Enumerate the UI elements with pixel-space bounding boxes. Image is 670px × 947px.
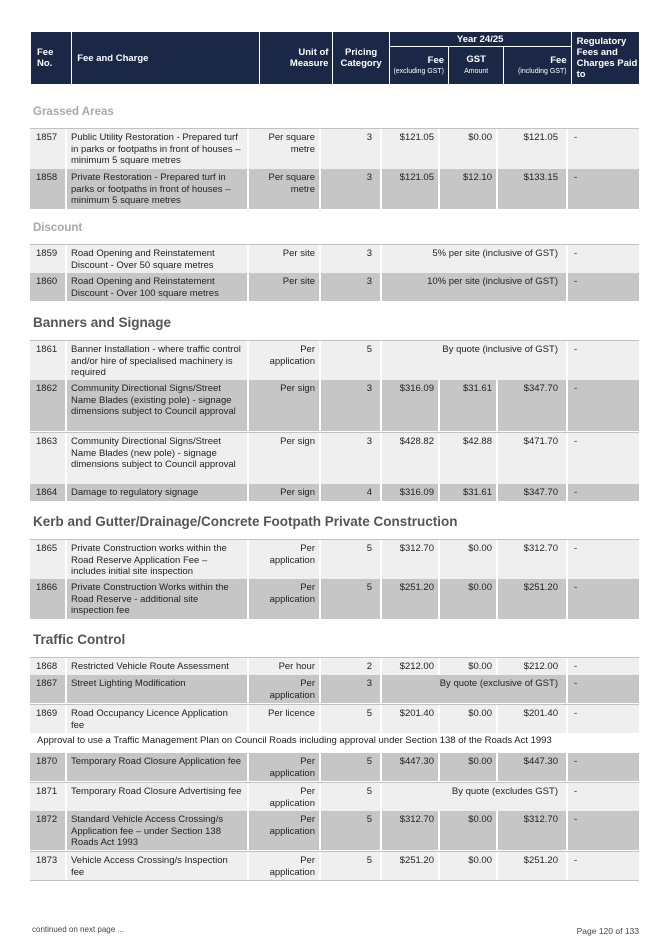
pricing-category: 3 [321,433,382,484]
fee-merged: By quote (exclusive of GST) [382,675,568,703]
table-row [30,851,639,881]
pricing-category: 5 [321,753,382,781]
table-row [30,380,639,431]
fee-excl: $316.09 [382,380,440,431]
fee-description: Road Occupancy Licence Application fee [67,705,249,733]
fee-label: Fee [427,54,445,66]
regulatory: - [568,705,639,733]
col-regulatory: Regulatory Fees and Charges Paid to [571,32,639,85]
col-unit: Unit of Measure [260,32,333,85]
col-fee-excl [389,47,448,85]
unit-of-measure: Per application [249,341,321,380]
fee-excl: $251.20 [382,852,440,880]
gst-sub: Amount [464,67,489,75]
fee-description: Private Restoration - Prepared turf in parks or footpaths in front of houses – minimum 5 square metres [67,169,249,209]
col-fee-and-charge: Fee and Charge [72,32,260,85]
section-discount: Discount [33,222,83,234]
table-row [30,579,639,619]
gst-amount: $0.00 [440,540,498,579]
regulatory: - [568,129,639,169]
table-row [30,753,639,781]
unit-of-measure: Per sign [249,433,321,484]
fee-no: 1871 [30,783,67,811]
gst-label: GST [466,53,486,65]
gst-amount: $0.00 [440,579,498,619]
fee-excl: $212.00 [382,658,440,675]
fee-no: 1873 [30,852,67,880]
regulatory: - [568,484,639,501]
table-row [30,244,639,273]
pricing-category: 4 [321,484,382,501]
col-fee-incl [504,47,571,85]
regulatory: - [568,273,639,301]
gst-amount: $0.00 [440,753,498,781]
fee-incl: $312.70 [498,811,568,850]
fee-description: Public Utility Restoration - Prepared turf in parks or footpaths in front of houses – minimum 5 square metres [67,129,249,169]
fee-incl: $447.30 [498,753,568,781]
fee-no: 1864 [30,484,67,501]
unit-of-measure: Per sign [249,380,321,431]
fee-incl: $347.70 [498,380,568,431]
regulatory: - [568,380,639,431]
fee-no: 1858 [30,169,67,209]
fee-description: Banner Installation - where traffic control and/or hire of specialised machinery is required [67,341,249,380]
regulatory: - [568,811,639,850]
fee-no: 1869 [30,705,67,733]
fee-excl: $312.70 [382,540,440,579]
regulatory: - [568,169,639,209]
fee-incl-label: Fee [550,54,567,66]
fee-excl: $428.82 [382,433,440,484]
gst-amount: $0.00 [440,129,498,169]
fee-excl-sub: (excluding GST) [393,67,445,75]
fee-no: 1870 [30,753,67,781]
fee-description: Vehicle Access Crossing/s Inspection fee [67,852,249,880]
regulatory: - [568,852,639,880]
col-year: Year 24/25 [389,32,571,47]
regulatory: - [568,245,639,273]
pricing-category: 3 [321,675,382,703]
fee-excl: $312.70 [382,811,440,850]
fee-no: 1857 [30,129,67,169]
table-row [30,484,639,501]
fee-no: 1865 [30,540,67,579]
fee-excl: $201.40 [382,705,440,733]
fee-no: 1861 [30,341,67,380]
pricing-category: 3 [321,380,382,431]
fee-excl: $251.20 [382,579,440,619]
fee-merged: 10% per site (inclusive of GST) [382,273,568,301]
table-row [30,128,639,169]
fee-description: Standard Vehicle Access Crossing/s Application fee – under Section 138 Roads Act 1993 [67,811,249,850]
regulatory: - [568,433,639,484]
unit-of-measure: Per application [249,852,321,880]
fee-description: Damage to regulatory signage [67,484,249,501]
fee-excl: $121.05 [382,129,440,169]
unit-of-measure: Per application [249,540,321,579]
pricing-category: 5 [321,540,382,579]
fee-merged: By quote (excludes GST) [382,783,568,811]
unit-of-measure: Per application [249,579,321,619]
gst-amount: $0.00 [440,852,498,880]
unit-of-measure: Per hour [249,658,321,675]
pricing-category: 5 [321,341,382,380]
unit-of-measure: Per square metre [249,129,321,169]
gst-amount: $0.00 [440,811,498,850]
fee-description: Street Lighting Modification [67,675,249,703]
unit-of-measure: Per application [249,783,321,811]
pricing-category: 3 [321,129,382,169]
fee-incl: $121.05 [498,129,568,169]
section-note: Approval to use a Traffic Management Plan on Council Roads including approval under Section 138 of the Roads Act 1993 [37,735,552,746]
regulatory: - [568,783,639,811]
fee-merged: 5% per site (inclusive of GST) [382,245,568,273]
pricing-category: 5 [321,705,382,733]
col-fee-no: Fee No. [31,32,72,85]
table-header [30,31,640,85]
table-row [30,782,639,811]
fee-excl: $121.05 [382,169,440,209]
fee-incl: $471.70 [498,433,568,484]
table-row [30,539,639,579]
fee-description: Private Construction Works within the Road Reserve - additional site inspection fee [67,579,249,619]
fee-incl-sub: (including GST) [517,67,567,75]
continued-note: continued on next page ... [32,925,125,934]
fee-merged: By quote (inclusive of GST) [382,341,568,380]
table-row [30,657,639,675]
fee-no: 1867 [30,675,67,703]
pricing-category: 5 [321,811,382,850]
regulatory: - [568,675,639,703]
col-pricing-category: Pricing Category [333,32,389,85]
fee-excl: $447.30 [382,753,440,781]
pricing-category: 3 [321,245,382,273]
unit-of-measure: Per application [249,811,321,850]
unit-of-measure: Per sign [249,484,321,501]
gst-amount: $42.88 [440,433,498,484]
fee-incl: $133.15 [498,169,568,209]
fee-description: Road Opening and Reinstatement Discount - Over 50 square metres [67,245,249,273]
section-traffic-control: Traffic Control [33,632,126,647]
pricing-category: 2 [321,658,382,675]
fee-no: 1860 [30,273,67,301]
fee-incl: $251.20 [498,579,568,619]
table-row [30,811,639,850]
unit-of-measure: Per application [249,753,321,781]
fee-no: 1863 [30,433,67,484]
fee-no: 1862 [30,380,67,431]
section-kerb-gutter: Kerb and Gutter/Drainage/Concrete Footpath Private Construction [33,514,458,529]
unit-of-measure: Per square metre [249,169,321,209]
fee-description: Restricted Vehicle Route Assessment [67,658,249,675]
fee-incl: $312.70 [498,540,568,579]
regulatory: - [568,753,639,781]
gst-amount: $12.10 [440,169,498,209]
table-row [30,169,639,209]
fee-no: 1859 [30,245,67,273]
fee-incl: $212.00 [498,658,568,675]
fee-description: Temporary Road Closure Advertising fee [67,783,249,811]
unit-of-measure: Per site [249,245,321,273]
pricing-category: 5 [321,579,382,619]
fee-description: Temporary Road Closure Application fee [67,753,249,781]
pricing-category: 5 [321,852,382,880]
fee-no: 1866 [30,579,67,619]
regulatory: - [568,658,639,675]
section-banners-signage: Banners and Signage [33,315,172,330]
fee-incl: $251.20 [498,852,568,880]
table-row [30,273,639,301]
page-number: Page 120 of 133 [576,926,639,936]
gst-amount: $31.61 [440,484,498,501]
unit-of-measure: Per application [249,675,321,703]
unit-of-measure: Per site [249,273,321,301]
table-row [30,432,639,484]
table-row [30,704,639,733]
col-gst [449,47,504,85]
pricing-category: 5 [321,783,382,811]
fee-incl: $201.40 [498,705,568,733]
fee-no: 1868 [30,658,67,675]
gst-amount: $31.61 [440,380,498,431]
fee-description: Road Opening and Reinstatement Discount - Over 100 square metres [67,273,249,301]
gst-amount: $0.00 [440,658,498,675]
section-grassed-areas: Grassed Areas [33,106,114,118]
fee-excl: $316.09 [382,484,440,501]
gst-amount: $0.00 [440,705,498,733]
regulatory: - [568,540,639,579]
pricing-category: 3 [321,169,382,209]
regulatory: - [568,579,639,619]
unit-of-measure: Per licence [249,705,321,733]
table-row [30,340,639,380]
table-row [30,675,639,703]
fee-description: Community Directional Signs/Street Name Blades (new pole) - signage dimensions subject to Council approval [67,433,249,484]
regulatory: - [568,341,639,380]
fee-description: Community Directional Signs/Street Name Blades (existing pole) - signage dimensions subject to Council approval [67,380,249,431]
pricing-category: 3 [321,273,382,301]
fee-incl: $347.70 [498,484,568,501]
fee-no: 1872 [30,811,67,850]
fee-description: Private Construction works within the Road Reserve Application Fee – includes initial site inspection [67,540,249,579]
